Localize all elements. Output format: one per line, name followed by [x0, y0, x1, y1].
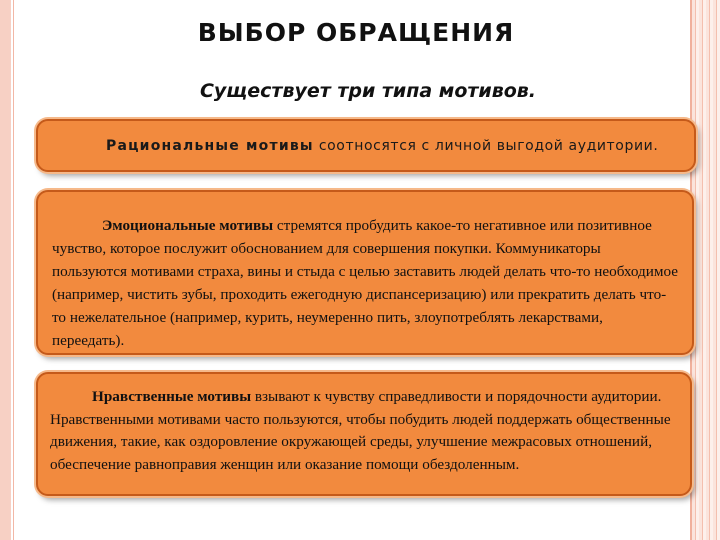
emotional-motives-box	[36, 190, 694, 355]
emotional-motives-lead: Эмоциональные мотивы	[102, 217, 274, 234]
emotional-motives-text: стремятся пробудить какое-то негативное или позитивное чувство, которое послужит обоснованием для совершения покупки. Коммуникаторы пользуются мотивами страха, вины и стыда с целью заставить людей делать что-то необходимое (например, чистить зубы, проходить ежегодную диспансеризацию) или прекратить делать что-то нежелательное (например, курить, неумеренно пить, злоупотреблять лекарствами, переедать).	[52, 217, 679, 349]
moral-motives-lead: Нравственные мотивы	[92, 388, 252, 405]
slide-title: ВЫБОР ОБРАЩЕНИЯ	[197, 18, 515, 47]
moral-motives-box	[36, 372, 692, 496]
rational-motives-box	[36, 119, 696, 172]
rational-motives-lead: Рациональные мотивы	[106, 138, 314, 154]
slide-subtitle: Существует три типа мотивов.	[199, 80, 537, 102]
rational-motives-text: соотносятся с личной выгодой аудитории.	[318, 138, 659, 154]
moral-motives-text: взывают к чувству справедливости и порядочности аудитории. Нравственными мотивами часто пользуются, чтобы побудить людей поддержать общественные движения, такие, как оздоровление окружающей среды, улучшение межрасовых отношений, обеспечение равноправия женщин или оказание помощи обездоленным.	[50, 388, 671, 473]
